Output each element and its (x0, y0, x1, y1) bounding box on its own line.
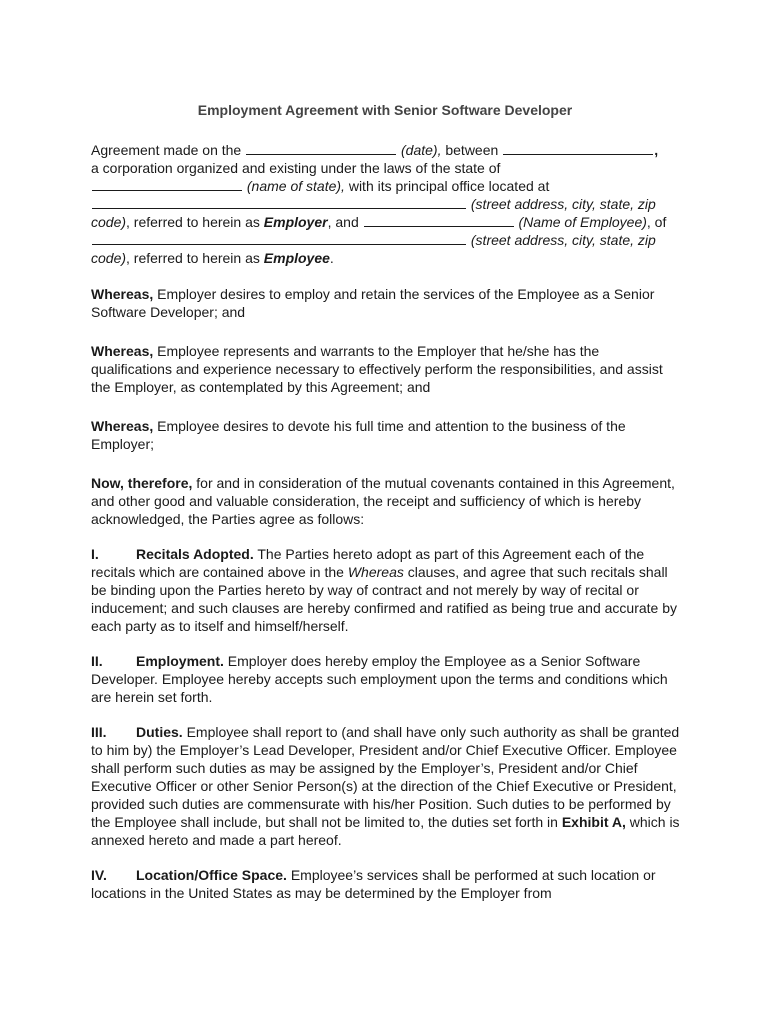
whereas-lead: Whereas, (91, 418, 154, 434)
whereas-paragraph (91, 285, 681, 321)
document-body (91, 141, 681, 902)
intro-text: , and (327, 214, 363, 230)
section-number: I. (91, 546, 99, 562)
employee-address-blank[interactable] (92, 231, 466, 245)
section-heading: Duties. (136, 724, 183, 740)
whereas-text: Employer desires to employ and retain the services of the Employee as a Senior Software Developer; and (91, 286, 655, 320)
now-therefore-paragraph (91, 474, 681, 528)
section-number: III. (91, 724, 107, 740)
date-blank[interactable] (246, 141, 396, 155)
intro-text: . (329, 250, 334, 266)
whereas-text: Employee represents and warrants to the Employer that he/she has the qualifications and experience necessary to effectively perform the responsibilities, and assist the Employer, as contemplated by this Agreement; and (91, 343, 663, 395)
whereas-paragraph (91, 342, 681, 396)
intro-text: (name of state), (246, 178, 345, 194)
section-heading: Employment. (136, 653, 224, 669)
intro-text: , (654, 142, 659, 158)
employer-name-blank[interactable] (503, 141, 653, 155)
section-text: The Parties hereto adopt as part of this Agreement each of the recitals which are contained above in the (91, 546, 645, 580)
section-text: which is annexed hereto and made a part hereof. (91, 814, 680, 848)
section-employment (91, 652, 681, 706)
intro-paragraph (91, 141, 681, 267)
whereas-text: Employee desires to devote his full time and attention to the business of the Employer; (91, 418, 626, 452)
section-heading: Location/Office Space. (136, 867, 287, 883)
section-text: Employee shall report to (and shall have only such authority as shall be granted to him by) the Employer’s Lead Developer, President and/or Chief Executive Officer. Employee shall perform such duties as may be assigned by the Employer’s, President and/or Chief Executive Officer or other Senior Person(s) at the direction of the Chief Executive or President, provided such duties are commensurate with his/her Position. Such duties to be performed by the Employee shall include, but shall not be limited to, the duties set forth in (91, 724, 680, 830)
intro-text: Employee (263, 250, 330, 266)
section-location (91, 866, 681, 902)
now-therefore-text: for and in consideration of the mutual covenants contained in this Agreement, and other good and valuable consideration, the receipt and sufficiency of which is hereby acknowledged, the Parties agree as follows: (91, 475, 675, 527)
section-number: II. (91, 653, 103, 669)
intro-text: Employer (263, 214, 328, 230)
employer-address-blank[interactable] (92, 195, 466, 209)
intro-text: (street address, city, state, zip code) (91, 196, 656, 230)
intro-text: (date), (401, 142, 442, 158)
whereas-lead: Whereas, (91, 343, 154, 359)
section-text: clauses, and agree that such recitals shall be binding upon the Parties hereto by way of contract and not merely by way of recital or inducement; and such clauses are hereby confirmed and ratified as being true and accurate by each party as to itself and himself/herself. (91, 564, 678, 634)
now-therefore-lead: Now, therefore, (91, 475, 193, 491)
section-text: Whereas (347, 564, 404, 580)
intro-text: , of (646, 214, 667, 230)
intro-text: a corporation organized and existing under the laws of the state of (91, 160, 501, 176)
section-heading: Recitals Adopted. (136, 546, 254, 562)
whereas-lead: Whereas, (91, 286, 154, 302)
section-recitals (91, 545, 681, 635)
employee-name-blank[interactable] (364, 213, 514, 227)
document-title: Employment Agreement with Senior Software Developer (197, 102, 573, 118)
intro-text: (Name of Employee) (518, 214, 647, 230)
section-number: IV. (91, 867, 107, 883)
intro-text: with its principal office located at (344, 178, 550, 194)
intro-text: , referred to herein as (126, 214, 264, 230)
section-text: Exhibit A, (561, 814, 626, 830)
section-duties (91, 723, 681, 849)
intro-text: (street address, city, state, zip code) (91, 232, 656, 266)
state-blank[interactable] (92, 177, 242, 191)
intro-text: between (441, 142, 503, 158)
section-text: Employee’s services shall be performed at such location or locations in the United States as may be determined by the Employer from (91, 867, 656, 901)
section-text: Employer does hereby employ the Employee as a Senior Software Developer. Employee hereby accepts such employment upon the terms and conditions which are herein set forth. (91, 653, 668, 705)
intro-text: , referred to herein as (126, 250, 264, 266)
whereas-paragraph (91, 417, 681, 453)
intro-text: Agreement made on the (91, 142, 246, 158)
